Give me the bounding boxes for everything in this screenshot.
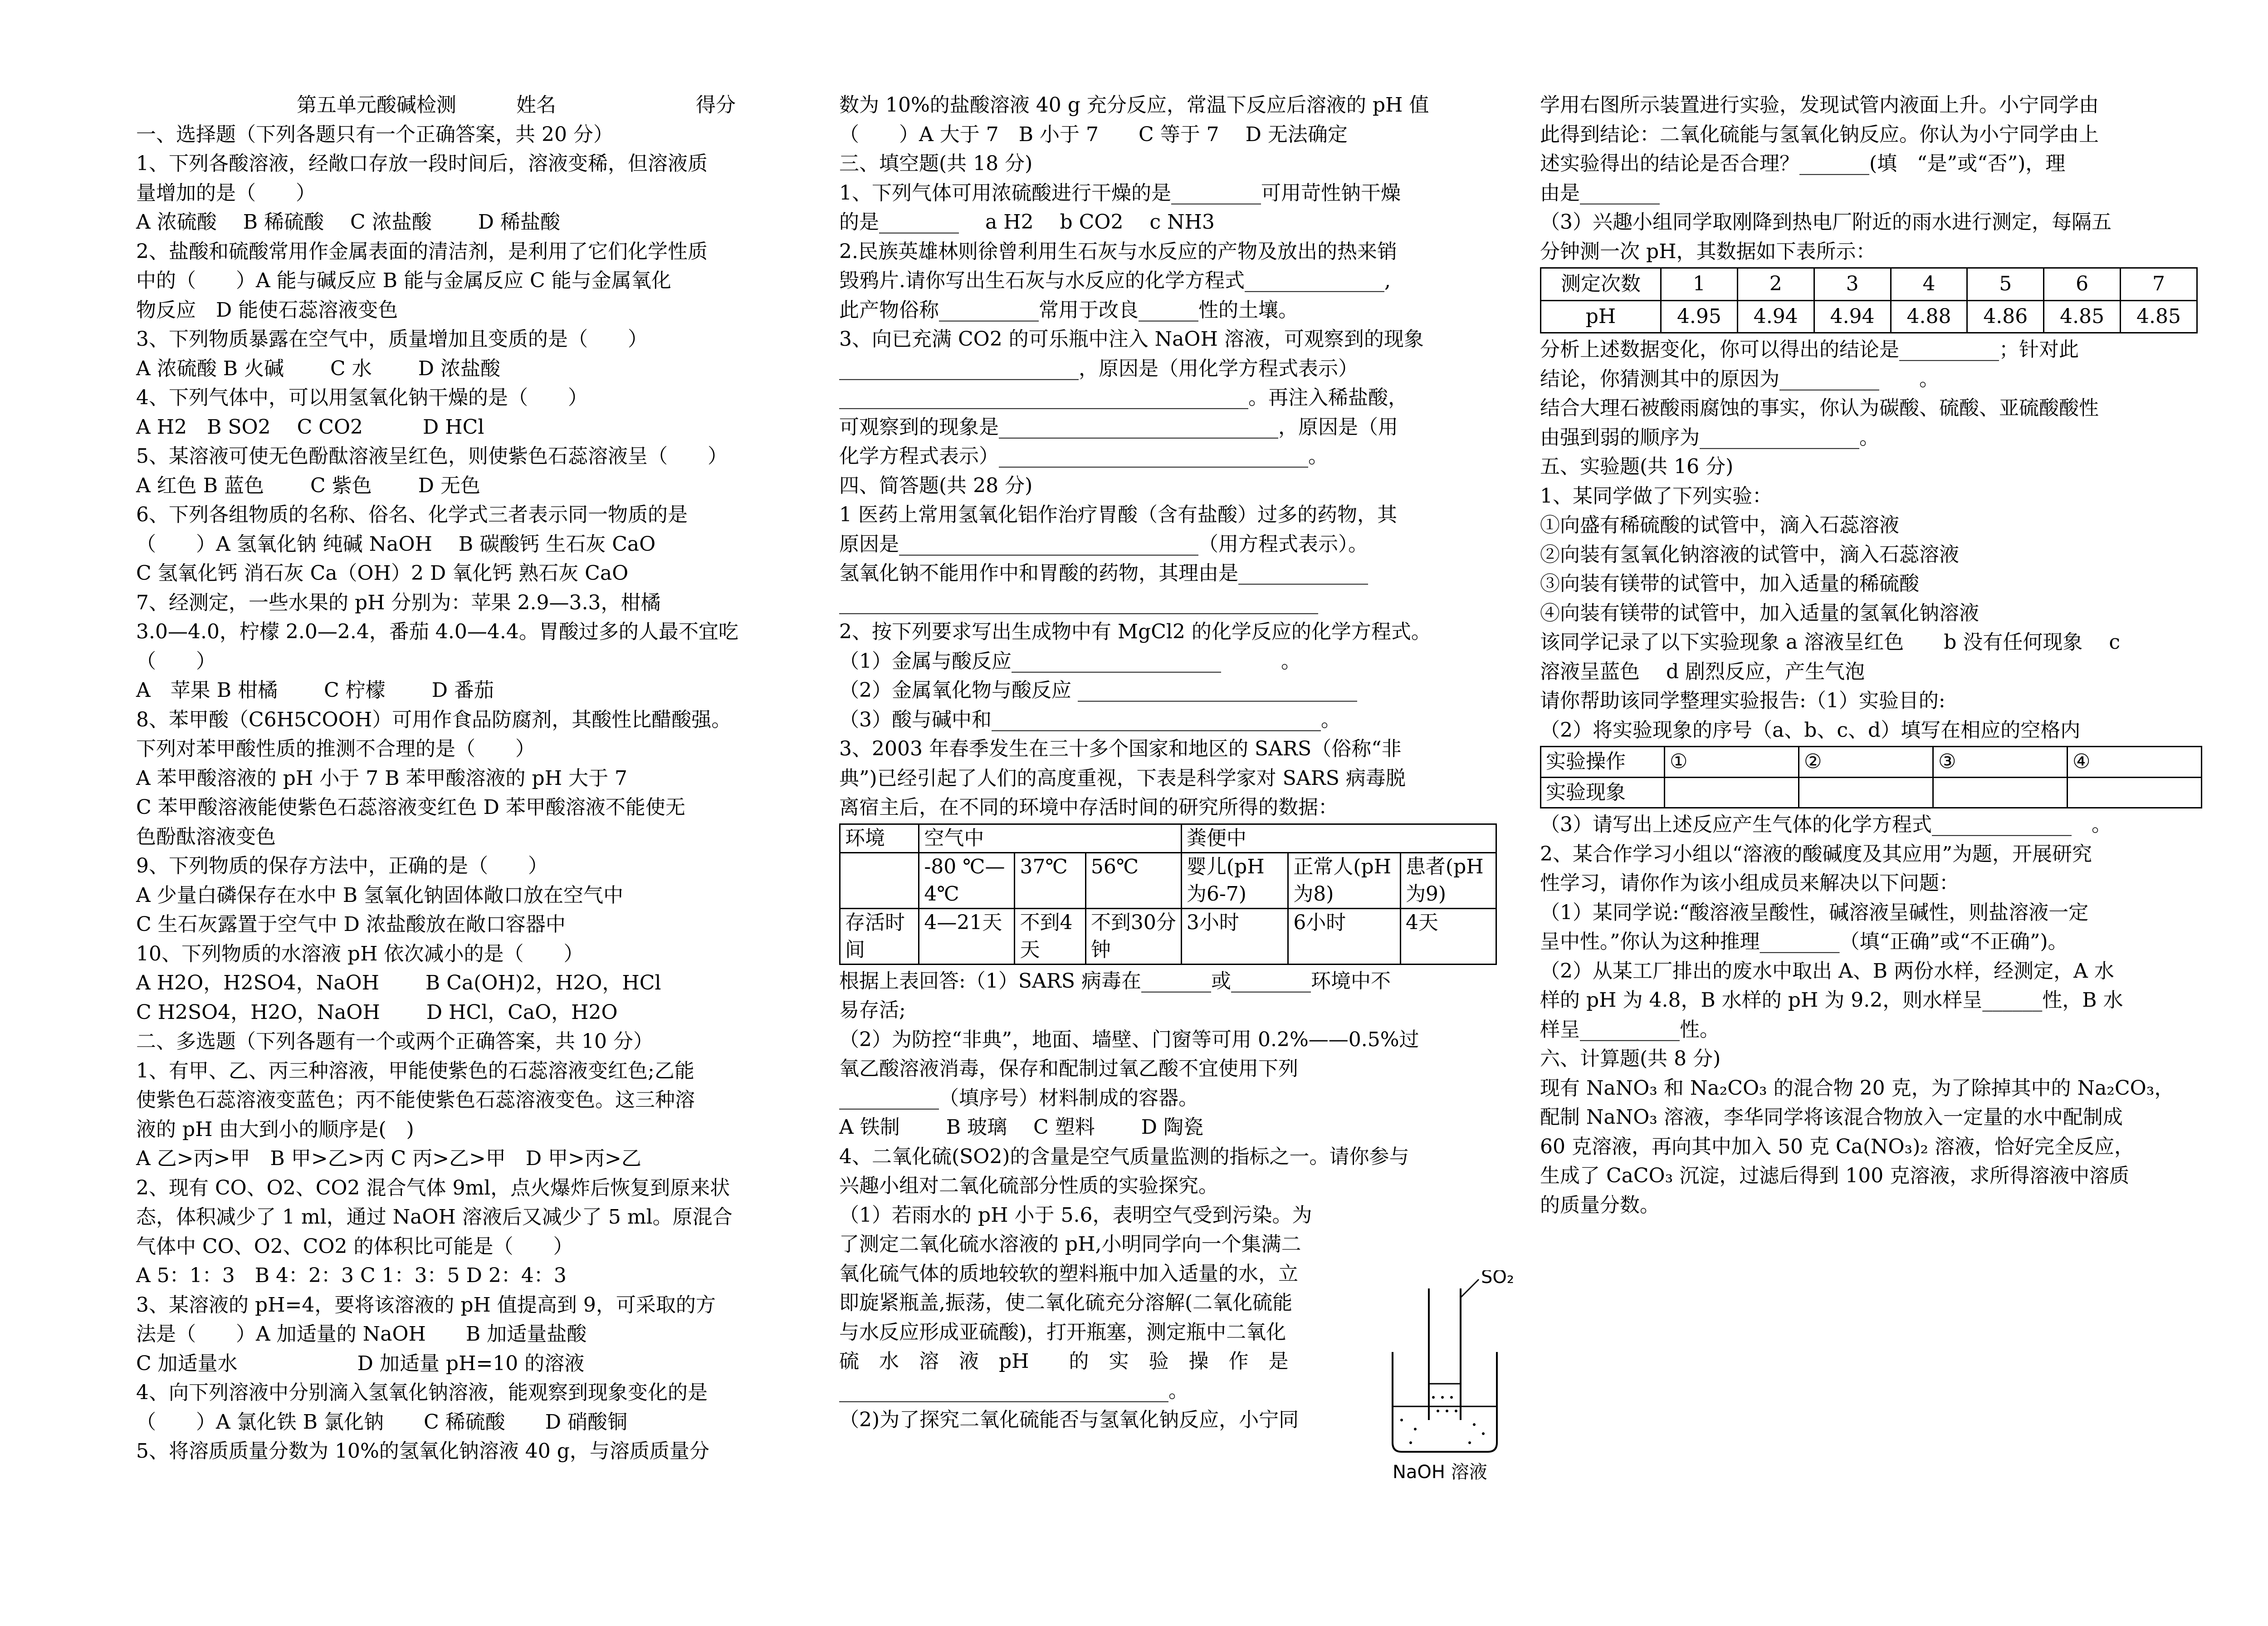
text-line: 此产物俗称__________常用于改良______性的土壤。 [839,298,1298,322]
text-line: 3.0—4.0，柠檬 2.0—2.4，番茄 4.0—4.4。胃酸过多的人最不宜吃 [136,620,738,643]
text-line: 典”)已经引起了人们的高度重视，下表是科学家对 SARS 病毒脱 [839,766,1406,790]
text-line: 法是（ ）A 加适量的 NaOH B 加适量盐酸 [136,1322,587,1346]
text-line: 五、实验题(共 16 分) [1540,455,1734,478]
text-line: 1 医药上常用氢氧化铝作治疗胃酸（含有盐酸）过多的药物，其 [839,503,1397,526]
text-line: 10、下列物质的水溶液 pH 依次减小的是（ ） [136,942,584,965]
text-line: ________________________________________________ [839,591,1318,614]
text-line: 即旋紧瓶盖,振荡，使二氧化硫充分溶解(二氧化硫能 [839,1291,1293,1314]
text-line: 的质量分数。 [1540,1193,1660,1217]
text-line: （2)为了探究二氧化硫能否与氢氧化钠反应，小宁同 [839,1408,1299,1431]
text-line: A H2 B SO2 C CO2 D HCl [136,415,484,439]
text-line: 此得到结论：二氧化硫能与氢氧化钠反应。你认为小宁同学由上 [1540,122,2099,146]
text-line: 呈中性。”你认为这种推理________（填“正确”或“不正确”)。 [1540,930,2068,953]
text-line: 液的 pH 由大到小的顺序是( ) [136,1117,414,1141]
text-line: 5、某溶液可使无色酚酞溶液呈红色，则使紫色石蕊溶液呈（ ） [136,445,728,468]
text-line: 3、2003 年春季发生在三十多个国家和地区的 SARS（俗称“非 [839,737,1402,760]
text-line: 原因是______________________________（用方程式表示）。 [839,532,1368,556]
text-line: 中的（ ）A 能与碱反应 B 能与金属反应 C 能与金属氧化 [136,269,671,292]
text-line: 3、某溶液的 pH=4，要将该溶液的 pH 值提高到 9，可采取的方 [136,1293,716,1317]
env-header: 环境 [840,824,919,852]
ph-count-cell: 1 [1661,268,1738,301]
report-op-cell: ④ [2068,747,2202,778]
condition-cell: 正常人(pH为8) [1288,852,1401,908]
text-line: 可观察到的现象是____________________________，原因是（用 [839,415,1398,439]
text-line: （2）从某工厂排出的废水中取出 A、B 两份水样，经测定，A 水 [1540,959,2114,983]
text-line: 该同学记录了以下实验现象 a 溶液呈红色 b 没有任何现象 c [1540,631,2120,654]
calc-section [1540,810,2198,1220]
report-row-header: 实验现象 [1541,777,1665,808]
text-line: _________________________________________。再注入稀盐酸， [839,386,1408,409]
ph-row-header: 测定次数 [1541,268,1661,301]
text-line: 离宿主后，在不同的环境中存活时间的研究所得的数据： [839,796,1338,819]
condition-cell: 56℃ [1085,852,1181,908]
so2-continued [1540,91,2198,266]
text-line: A H2O，H2SO4，NaOH B Ca(OH)2，H2O，HCl [136,971,661,994]
time-cell: 6小时 [1288,908,1401,964]
time-cell: 不到4天 [1015,908,1085,964]
text-line: 下列对苯甲酸性质的推测不合理的是（ ） [136,737,535,760]
text-line: 的是________ a H2 b CO2 c NH3 [839,211,1215,234]
time-cell: 4天 [1400,908,1496,964]
text-line: 1、下列各酸溶液，经敞口存放一段时间后，溶液变稀，但溶液质 [136,152,708,175]
text-line: 9、下列物质的保存方法中，正确的是（ ） [136,854,548,877]
fill-in-section [839,91,1497,823]
experiment-section [1540,335,2198,745]
report-op-cell: ① [1665,747,1799,778]
ph-table [1540,267,2198,333]
left-column [136,91,816,1466]
text-line: 2、某合作学习小组以“溶液的酸碱度及其应用”为题，开展研究 [1540,842,2092,866]
text-line: C 苯甲酸溶液能使紫色石蕊溶液变红色 D 苯甲酸溶液不能使无 [136,796,685,819]
so2-apparatus-figure [1374,1270,1520,1484]
text-line: （ ）A 氯化铁 B 氯化钠 C 稀硫酸 D 硝酸铜 [136,1410,627,1434]
text-line: 3、向已充满 CO2 的可乐瓶中注入 NaOH 溶液，可观察到的现象 [839,328,1424,351]
text-line: A 铁制 B 玻璃 C 塑料 D 陶瓷 [839,1116,1203,1139]
text-line: C 氢氧化钙 消石灰 Ca（OH）2 D 氧化钙 熟石灰 CaO [136,562,629,585]
so2-label: SO₂ [1481,1270,1514,1288]
text-line: 色酚酞溶液变色 [136,825,276,848]
report-op-cell: ② [1799,747,1933,778]
ph-value-cell: 4.95 [1661,300,1738,333]
text-line: 物反应 D 能使石蕊溶液变色 [136,298,398,322]
report-op-cell: ③ [1933,747,2068,778]
ph-value-cell: 4.86 [1967,300,2044,333]
ph-count-cell: 4 [1891,268,1967,301]
text-line: 氧乙酸溶液消毒，保存和配制过氧乙酸不宜使用下列 [839,1057,1298,1080]
text-line: C 加适量水 D 加适量 pH=10 的溶液 [136,1352,585,1375]
condition-cell: 37℃ [1015,852,1085,908]
text-line: 1、某同学做了下列实验： [1540,484,1772,508]
text-line: 二、多选题（下列各题有一个或两个正确答案，共 10 分） [136,1030,653,1053]
text-line: （ ）A 氢氧化钠 纯碱 NaOH B 碳酸钙 生石灰 CaO [136,532,656,556]
text-line: 氢氧化钠不能用作中和胃酸的药物，其理由是_____________ [839,562,1368,585]
text-line: 由强到弱的顺序为________________。 [1540,426,1879,449]
text-line: 样的 pH 为 4.8，B 水样的 pH 为 9.2，则水样呈______性，B 水 [1540,989,2123,1012]
ph-count-cell: 2 [1737,268,1814,301]
text-line: 请你帮助该同学整理实验报告:（1）实验目的: [1540,689,1945,712]
text-line: 样呈__________性。 [1540,1018,1720,1041]
middle-column [839,91,1497,1435]
text-line: （ ） [136,649,216,673]
text-line: A 浓硫酸 B 稀硫酸 C 浓盐酸 D 稀盐酸 [136,211,560,234]
text-line: 溶液呈蓝色 d 剧烈反应，产生气泡 [1540,660,1865,683]
text-line: 气体中 CO、O2、CO2 的体积比可能是（ ） [136,1234,573,1258]
text-line: ③向装有镁带的试管中，加入适量的稀硫酸 [1540,572,1919,595]
text-line: （2）为防控“非典”，地面、墙壁、门窗等可用 0.2%——0.5%过 [839,1028,1419,1051]
report-row-header: 实验操作 [1541,747,1665,778]
text-line: 兴趣小组对二氧化硫部分性质的实验探究。 [839,1174,1218,1197]
time-cell: 不到30分钟 [1085,908,1181,964]
text-line: 硫 水 溶 液 pH 的 实 验 操 作 是 [839,1350,1289,1373]
report-blank-cell[interactable] [1799,777,1933,808]
text-line: ④向装有镁带的试管中，加入适量的氢氧化钠溶液 [1540,601,1979,625]
text-line: 态，体积减少了 1 ml，通过 NaOH 溶液后又减少了 5 ml。原混合 [136,1205,733,1229]
condition-cell: -80 ℃—4℃ [919,852,1015,908]
text-line: （1）某同学说:“酸溶液呈酸性，碱溶液呈碱性，则盐溶液一定 [1540,901,2089,924]
text-line: C 生石灰露置于空气中 D 浓盐酸放在敞口容器中 [136,913,566,936]
ph-value-cell: 4.85 [2044,300,2121,333]
text-line: A 5：1：3 B 4：2：3 C 1：3：5 D 2：4：3 [136,1264,567,1287]
text-line: 3、下列物质暴露在空气中，质量增加且变质的是（ ） [136,328,648,351]
text-line: （3）兴趣小组同学取刚降到热电厂附近的雨水进行测定，每隔五 [1540,211,2112,234]
text-line: 四、简答题(共 28 分) [839,474,1033,497]
text-line: ________________________，原因是（用化学方程式表示） [839,357,1358,380]
text-line: 化学方程式表示）_______________________________。 [839,445,1328,468]
text-line: 分钟测一次 pH，其数据如下表所示： [1540,240,1876,263]
text-line: A 浓硫酸 B 火碱 C 水 D 浓盐酸 [136,357,500,380]
text-line: 氧化硫气体的质地较软的塑料瓶中加入适量的水，立 [839,1262,1298,1285]
text-line: C H2SO4，H2O，NaOH D HCl，CaO，H2O [136,1000,618,1024]
text-line: 性学习，请你作为该小组成员来解决以下问题： [1540,872,1959,895]
air-header: 空气中 [919,824,1181,852]
text-line: 毁鸦片.请你写出生石灰与水反应的化学方程式______________, [839,269,1391,292]
text-line: 学用右图所示装置进行实验，发现试管内液面上升。小宁同学由 [1540,93,2099,117]
text-line: 2.民族英雄林则徐曾利用生石灰与水反应的产物及放出的热来销 [839,240,1397,263]
text-line: 60 克溶液，再向其中加入 50 克 Ca(NO₃)₂ 溶液，恰好完全反应， [1540,1135,2134,1158]
ph-count-cell: 3 [1814,268,1891,301]
naoh-caption: NaOH 溶液 [1393,1462,1487,1483]
condition-cell: 患者(pH为9) [1400,852,1496,908]
ph-value-cell: 4.85 [2121,300,2197,333]
text-line: 分析上述数据变化，你可以得出的结论是__________；针对此 [1540,338,2079,361]
text-line: 4、二氧化硫(SO2)的含量是空气质量监测的指标之一。请你参与 [839,1145,1409,1168]
text-line: 三、填空题(共 18 分) [839,152,1033,175]
ph-row-header: pH [1541,300,1661,333]
ph-value-cell: 4.94 [1737,300,1814,333]
text-line: 6、下列各组物质的名称、俗名、化学式三者表示同一物质的是 [136,503,688,526]
ph-value-cell: 4.94 [1814,300,1891,333]
text-line: （3）酸与碱中和_________________________________。 [839,708,1341,731]
text-line: 配制 NaNO₃ 溶液，李华同学将该混合物放入一定量的水中配制成 [1540,1106,2123,1129]
text-line: 述实验得出的结论是否合理？_______(填 “是”或“否”)，理 [1540,152,2066,175]
text-line: （2）将实验现象的序号（a、b、c、d）填写在相应的空格内 [1540,718,2081,742]
text-line: 结合大理石被酸雨腐蚀的事实，你认为碳酸、硫酸、亚硫酸酸性 [1540,397,2099,420]
text-line: _________________________________。 [839,1379,1188,1402]
text-line: A 乙>丙>甲 B 甲>乙>丙 C 丙>乙>甲 D 甲>丙>乙 [136,1147,641,1170]
text-line: A 红色 B 蓝色 C 紫色 D 无色 [136,474,480,497]
text-line: 现有 NaNO₃ 和 Na₂CO₃ 的混合物 20 克，为了除掉其中的 Na₂CO₃， [1540,1076,2175,1100]
sars-table [839,823,1497,965]
text-line: ②向装有氢氧化钠溶液的试管中，滴入石蕊溶液 [1540,543,1959,566]
text-line: 了测定二氧化硫水溶液的 pH,小明同学向一个集满二 [839,1233,1301,1256]
text-line: 1、有甲、乙、丙三种溶液，甲能使紫色的石蕊溶液变红色;乙能 [136,1059,694,1082]
text-line: （3）请写出上述反应产生气体的化学方程式______________ 。 [1540,813,2112,836]
experiment-report-table [1540,746,2202,808]
text-line: 量增加的是（ ） [136,181,316,205]
text-line: （1）若雨水的 pH 小于 5.6，表明空气受到污染。为 [839,1203,1312,1227]
text-line: 4、下列气体中，可以用氢氧化钠干燥的是（ ） [136,386,588,409]
text-line: 第五单元酸碱检测 姓名 得分 [217,93,736,117]
report-blank-cell[interactable] [1933,777,2068,808]
text-line: 5、将溶质质量分数为 10%的氢氧化钠溶液 40 g，与溶质质量分 [136,1440,709,1463]
report-blank-cell[interactable] [2068,777,2202,808]
text-line: 生成了 CaCO₃ 沉淀，过滤后得到 100 克溶液，求所得溶液中溶质 [1540,1164,2130,1187]
text-line: （1）金属与酸反应_____________________ 。 [839,649,1301,673]
apparatus-diagram [1374,1270,1520,1461]
text-line: 与水反应形成亚硫酸)，打开瓶塞，测定瓶中二氧化 [839,1320,1286,1344]
text-line: 一、选择题（下列各题只有一个正确答案，共 20 分） [136,122,613,146]
ph-value-cell: 4.88 [1891,300,1967,333]
text-line: 数为 10%的盐酸溶液 40 g 充分反应，常温下反应后溶液的 pH 值 [839,93,1429,117]
ph-count-cell: 5 [1967,268,2044,301]
text-line: （2）金属氧化物与酸反应 ____________________________ [839,679,1357,702]
text-line: 8、苯甲酸（C6H5COOH）可用作食品防腐剂，其酸性比醋酸强。 [136,708,732,731]
text-line: A 少量白磷保存在水中 B 氢氧化钠固体敞口放在空气中 [136,883,624,907]
ph-count-cell: 6 [2044,268,2121,301]
text-line: 2、现有 CO、O2、CO2 混合气体 9ml，点火爆炸后恢复到原来状 [136,1176,730,1200]
text-line: （ ）A 大于 7 B 小于 7 C 等于 7 D 无法确定 [839,122,1348,146]
text-line: A 苯甲酸溶液的 pH 小于 7 B 苯甲酸溶液的 pH 大于 7 [136,766,628,790]
text-line: 2、按下列要求写出生成物中有 MgCl2 的化学反应的化学方程式。 [839,620,1431,643]
text-line: A 苹果 B 柑橘 C 柠檬 D 番茄 [136,679,494,702]
text-line: 易存活; [839,999,906,1022]
report-blank-cell[interactable] [1665,777,1799,808]
ph-count-cell: 7 [2121,268,2197,301]
text-line: 结论，你猜测其中的原因为__________ 。 [1540,367,1939,391]
text-line: 使紫色石蕊溶液变蓝色；丙不能使紫色石蕊溶液变色。这三种溶 [136,1088,695,1112]
text-line: 六、计算题(共 8 分) [1540,1047,1721,1070]
text-line: 根据上表回答:（1）SARS 病毒在_______或________环境中不 [839,969,1391,993]
text-line: 1、下列气体可用浓硫酸进行干燥的是_________可用苛性钠干燥 [839,181,1401,205]
text-line: 4、向下列溶液中分别滴入氢氧化钠溶液，能观察到现象变化的是 [136,1381,708,1404]
time-header: 存活时间 [840,908,919,964]
feces-header: 粪便中 [1181,824,1496,852]
right-column [1540,91,2198,1220]
text-line: __________（填序号）材料制成的容器。 [839,1086,1198,1110]
text-line: ①向盛有稀硫酸的试管中，滴入石蕊溶液 [1540,514,1899,537]
condition-cell: 婴儿(pH为6-7) [1181,852,1288,908]
text-line: 7、经测定，一些水果的 pH 分别为：苹果 2.9—3.3，柑橘 [136,591,661,614]
time-cell: 3小时 [1181,908,1288,964]
text-line: 由是________ [1540,181,1660,205]
time-cell: 4—21天 [919,908,1015,964]
text-line: 2、盐酸和硫酸常用作金属表面的清洁剂，是利用了它们化学性质 [136,240,708,263]
